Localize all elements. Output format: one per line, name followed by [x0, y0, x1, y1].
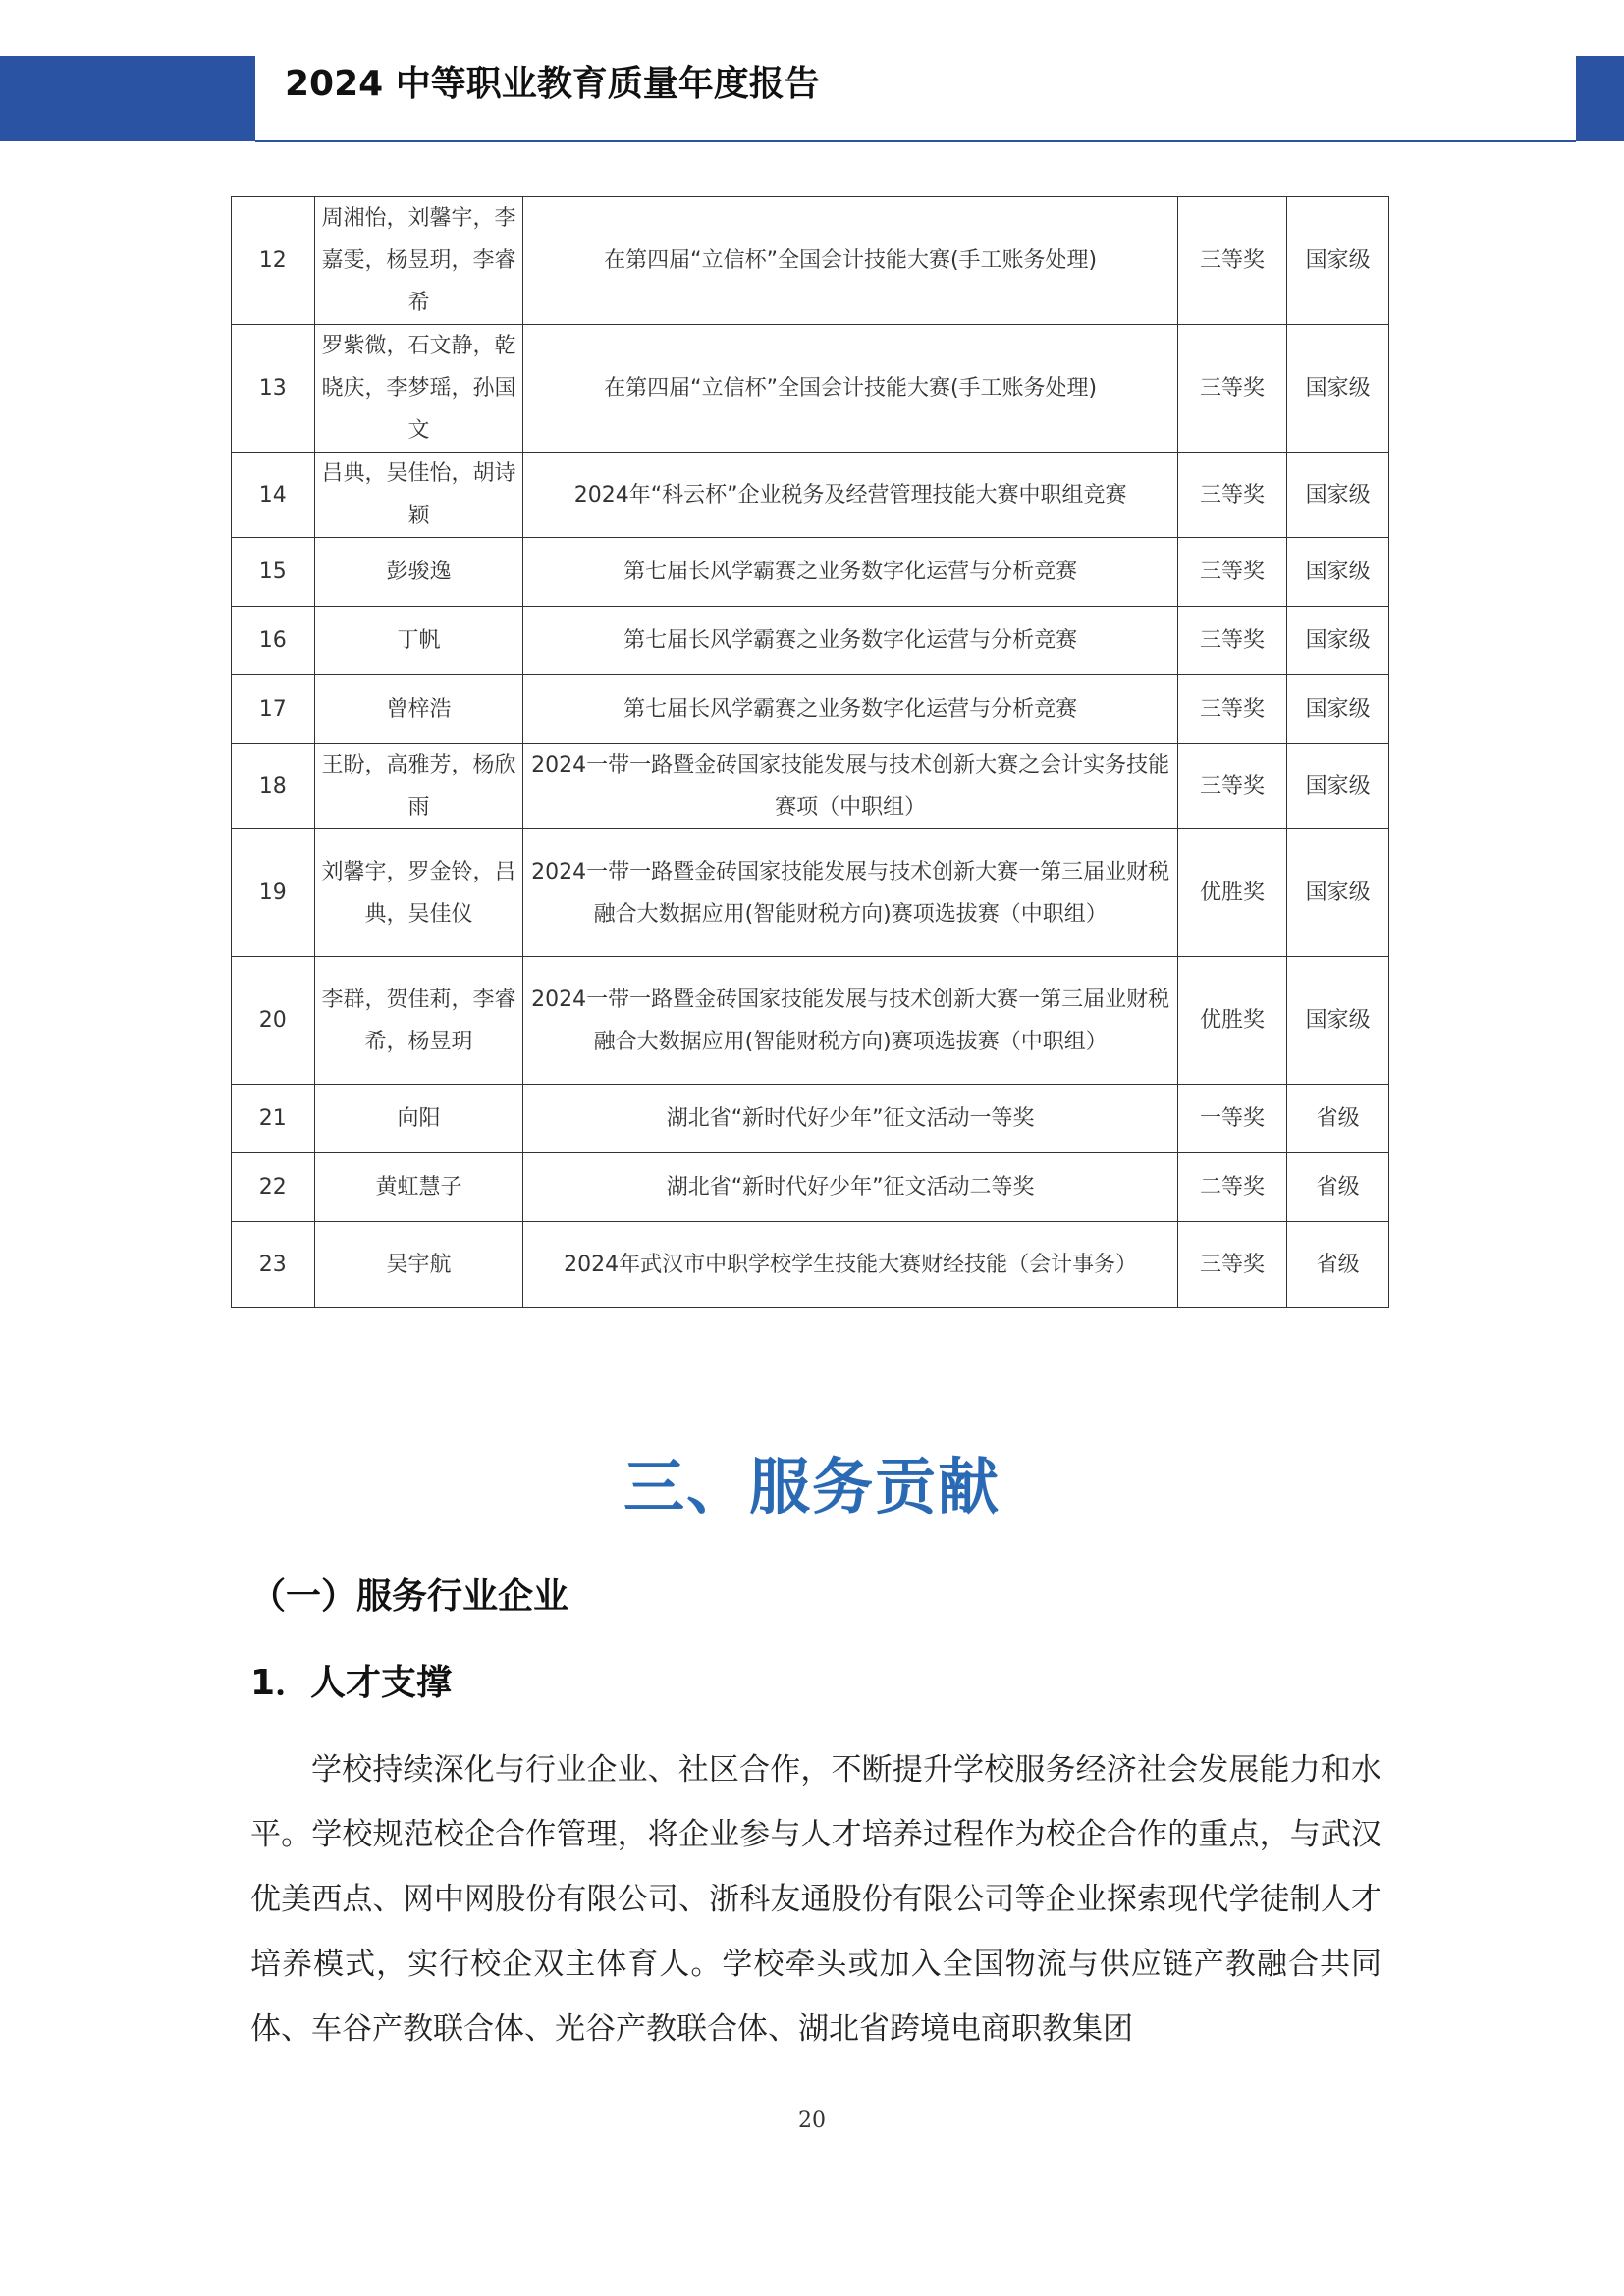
row-number-cell: 22 — [232, 1153, 315, 1222]
level-cell: 国家级 — [1287, 829, 1389, 957]
prize-cell: 一等奖 — [1177, 1085, 1286, 1153]
body-paragraph: 学校持续深化与行业企业、社区合作，不断提升学校服务经济社会发展能力和水平。学校规范校企合作管理，将企业参与人才培养过程作为校企合作的重点，与武汉优美西点、网中网股份有限公司、浙科友通股份有限公司等企业探索现代学徒制人才培养模式，实行校企双主体育人。学校牵头或加入全国物流与供应链产教融合共同体、车谷产教联合体、光谷产教联合体、湖北省跨境电商职教集团 — [250, 1752, 1381, 2047]
student-names-cell: 彭骏逸 — [314, 538, 523, 607]
competition-cell: 湖北省“新时代好少年”征文活动一等奖 — [523, 1085, 1178, 1153]
prize-cell: 三等奖 — [1177, 325, 1286, 453]
student-names-cell: 李群，贺佳莉，李睿希，杨昱玥 — [314, 957, 523, 1085]
level-cell: 国家级 — [1287, 675, 1389, 744]
table-row — [232, 744, 1389, 829]
student-names-cell: 吕典，吴佳怡，胡诗颖 — [314, 453, 523, 538]
prize-cell: 三等奖 — [1177, 675, 1286, 744]
header-accent-bar-right — [1576, 56, 1624, 141]
level-cell: 省级 — [1287, 1085, 1389, 1153]
competition-cell: 在第四届“立信杯”全国会计技能大赛(手工账务处理) — [523, 197, 1178, 325]
row-number-cell: 21 — [232, 1085, 315, 1153]
header-accent-bar-left — [0, 56, 255, 141]
table-row — [232, 1222, 1389, 1308]
student-names-cell: 王盼，高雅芳，杨欣雨 — [314, 744, 523, 829]
level-cell: 国家级 — [1287, 197, 1389, 325]
row-number-cell: 23 — [232, 1222, 315, 1308]
competition-cell: 2024一带一路暨金砖国家技能发展与技术创新大赛之会计实务技能赛项（中职组） — [523, 744, 1178, 829]
prize-cell: 优胜奖 — [1177, 829, 1286, 957]
competition-cell: 第七届长风学霸赛之业务数字化运营与分析竞赛 — [523, 675, 1178, 744]
table-row — [232, 607, 1389, 675]
prize-cell: 优胜奖 — [1177, 957, 1286, 1085]
level-cell: 国家级 — [1287, 744, 1389, 829]
level-cell: 国家级 — [1287, 607, 1389, 675]
competition-cell: 第七届长风学霸赛之业务数字化运营与分析竞赛 — [523, 538, 1178, 607]
prize-cell: 三等奖 — [1177, 744, 1286, 829]
level-cell: 省级 — [1287, 1153, 1389, 1222]
table-row — [232, 957, 1389, 1085]
level-cell: 国家级 — [1287, 538, 1389, 607]
row-number-cell: 19 — [232, 829, 315, 957]
competition-cell: 湖北省“新时代好少年”征文活动二等奖 — [523, 1153, 1178, 1222]
header-rule — [255, 140, 1576, 142]
row-number-cell: 18 — [232, 744, 315, 829]
student-names-cell: 周湘怡，刘馨宇，李嘉雯，杨昱玥，李睿希 — [314, 197, 523, 325]
student-names-cell: 向阳 — [314, 1085, 523, 1153]
table-row — [232, 829, 1389, 957]
prize-cell: 三等奖 — [1177, 453, 1286, 538]
page-number: 20 — [798, 2109, 826, 2133]
student-names-cell: 丁帆 — [314, 607, 523, 675]
student-names-cell: 黄虹慧子 — [314, 1153, 523, 1222]
prize-cell: 三等奖 — [1177, 538, 1286, 607]
row-number-cell: 14 — [232, 453, 315, 538]
prize-cell: 三等奖 — [1177, 197, 1286, 325]
subsubsection-heading: 1．人才支撑 — [250, 1663, 453, 1703]
competition-cell: 2024一带一路暨金砖国家技能发展与技术创新大赛一第三届业财税融合大数据应用(智能财税方向)赛项选拔赛（中职组） — [523, 829, 1178, 957]
table-row — [232, 1153, 1389, 1222]
table-row — [232, 1085, 1389, 1153]
competition-cell: 2024一带一路暨金砖国家技能发展与技术创新大赛一第三届业财税融合大数据应用(智能财税方向)赛项选拔赛（中职组） — [523, 957, 1178, 1085]
subsection-heading: （一）服务行业企业 — [250, 1576, 569, 1617]
row-number-cell: 16 — [232, 607, 315, 675]
table-row — [232, 453, 1389, 538]
awards-table — [231, 196, 1389, 1308]
level-cell: 国家级 — [1287, 453, 1389, 538]
competition-cell: 第七届长风学霸赛之业务数字化运营与分析竞赛 — [523, 607, 1178, 675]
level-cell: 省级 — [1287, 1222, 1389, 1308]
student-names-cell: 罗紫微，石文静，乾晓庆，李梦瑶，孙国文 — [314, 325, 523, 453]
table-row — [232, 325, 1389, 453]
prize-cell: 三等奖 — [1177, 607, 1286, 675]
competition-cell: 2024年“科云杯”企业税务及经营管理技能大赛中职组竞赛 — [523, 453, 1178, 538]
awards-table-body — [232, 197, 1389, 1308]
row-number-cell: 15 — [232, 538, 315, 607]
level-cell: 国家级 — [1287, 957, 1389, 1085]
table-row — [232, 197, 1389, 325]
report-title: 2024 中等职业教育质量年度报告 — [285, 64, 820, 104]
competition-cell: 2024年武汉市中职学校学生技能大赛财经技能（会计事务） — [523, 1222, 1178, 1308]
level-cell: 国家级 — [1287, 325, 1389, 453]
row-number-cell: 13 — [232, 325, 315, 453]
prize-cell: 二等奖 — [1177, 1153, 1286, 1222]
competition-cell: 在第四届“立信杯”全国会计技能大赛(手工账务处理) — [523, 325, 1178, 453]
row-number-cell: 17 — [232, 675, 315, 744]
row-number-cell: 20 — [232, 957, 315, 1085]
table-row — [232, 538, 1389, 607]
section-title: 三、服务贡献 — [623, 1451, 1001, 1522]
student-names-cell: 刘馨宇，罗金铃，吕典，吴佳仪 — [314, 829, 523, 957]
row-number-cell: 12 — [232, 197, 315, 325]
student-names-cell: 曾梓浩 — [314, 675, 523, 744]
prize-cell: 三等奖 — [1177, 1222, 1286, 1308]
table-row — [232, 675, 1389, 744]
student-names-cell: 吴宇航 — [314, 1222, 523, 1308]
